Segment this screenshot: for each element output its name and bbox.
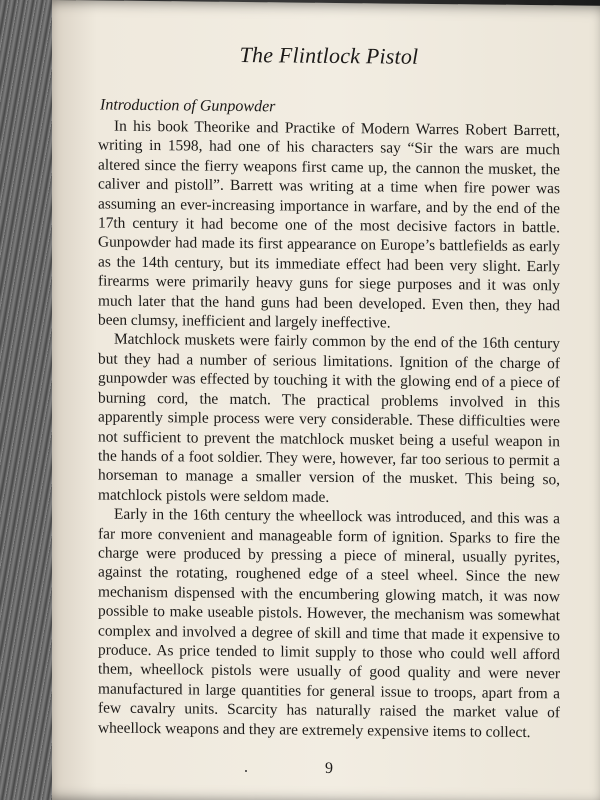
page-title: The Flintlock Pistol [239,41,419,69]
page-content [98,0,560,800]
paragraph: In his book Theorike and Practike of Modern Warres Robert Barrett, writing in 1598, had one of his characters say “Sir the wars are much altered since the fierry weapons first came up, the cannon the musket, the caliver and pistoll”. Barrett was writing at a time when fire power was assuming an ever-increasing importance in warfare, and by the end of the 17th century it had become one of the most decisive factors in battle. Gunpowder had made its first appearance on Europe’s battlefields as early as the 14th century, but its immediate effect had been very slight. Early firearms were primarily heavy guns for siege purposes and it was only much later that the hand guns had been developed. Even then, they had been clumsy, inefficient and largely ineffective. [98,117,560,332]
paragraph: Matchlock muskets were fairly common by the end of the 16th century but they had a number of serious limitations. Ignition of the charge of gunpowder was effected by touching it with the glowing end of a piece of burning cord, the match. The practical problems involved in this apparently simple process were very considerable. These difficulties were not sufficient to prevent the matchlock musket being a useful weapon in the hands of a foot soldier. They were, however, far too serious to permit a horseman to manage a smaller version of the musket. This being so, matchlock pistols were seldom made. [98,331,560,506]
paragraph: Early in the 16th century the wheellock was introduced, and this was a far more convenient and manageable form of ignition. Sparks to fire the charge were produced by pressing a piece of mineral, usually pyrites, against the rotating, roughened edge of a steel wheel. Since the new mechanism dispensed with the encumbering glowing match, it was now possible to make useable pistols. However, the mechanism was somewhat complex and involved a degree of skill and time that made it expensive to produce. As price tended to limit supply to those who could well afford them, wheellock pistols were usually of good quality and were never manufactured in large quantities for general issue to troops, apart from a few cavalry units. Scarcity has naturally raised the market value of wheellock weapons and they are extremely expensive items to collect. [98,505,560,741]
previous-page-edge [0,0,60,800]
page-number: 9 [325,759,333,777]
section-heading: Introduction of Gunpowder [100,96,276,116]
book-page [52,0,600,800]
body-text [98,116,560,742]
